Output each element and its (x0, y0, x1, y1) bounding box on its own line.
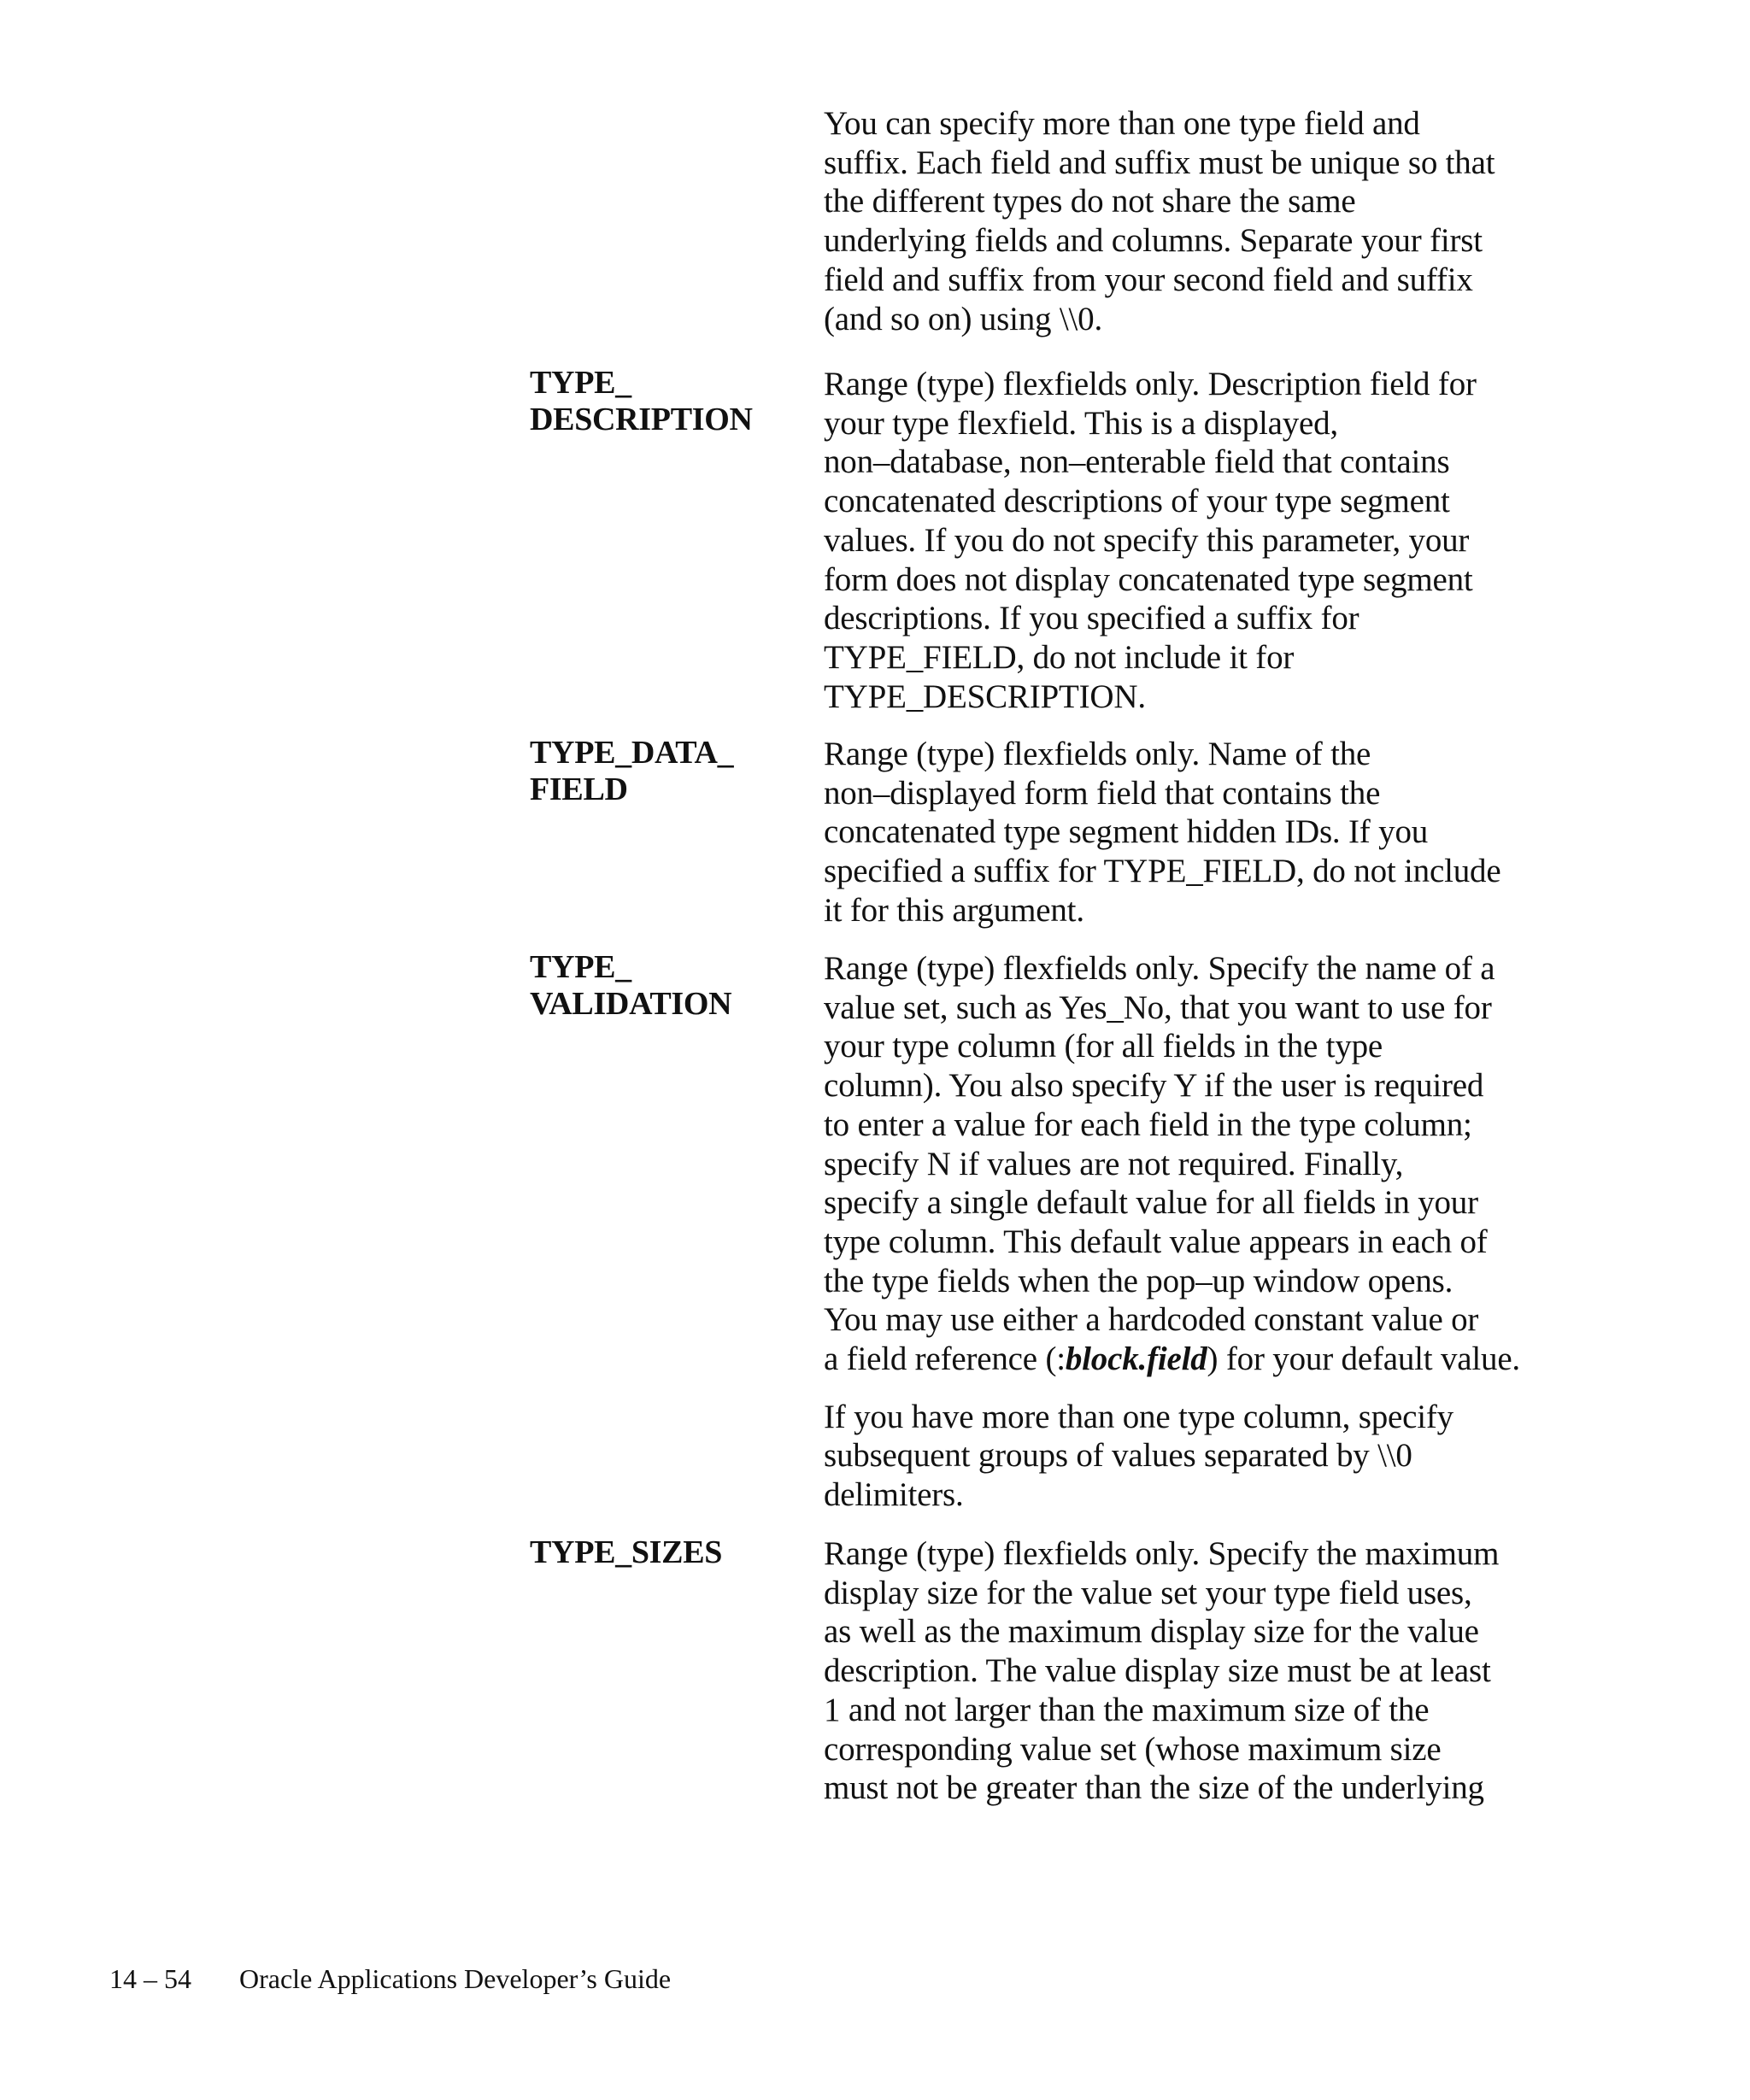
term-line: DESCRIPTION (530, 402, 753, 437)
text-line: the different types do not share the same (824, 183, 1356, 220)
text-line: display size for the value set your type field uses, (824, 1574, 1472, 1611)
text-line: column). You also specify Y if the user is required (824, 1067, 1484, 1105)
text-line: Range (type) flexfields only. Description field for (824, 366, 1477, 402)
text-line: suffix. Each field and suffix must be unique so that (824, 144, 1495, 181)
text-line: the type fields when the pop–up window opens. (824, 1262, 1453, 1299)
parameter-term (530, 365, 812, 438)
text-line: values. If you do not specify this parameter, your (824, 521, 1470, 559)
text-line: delimiters. (824, 1476, 964, 1514)
text-line: underlying fields and columns. Separate your first (824, 222, 1483, 260)
term-line: VALIDATION (530, 986, 732, 1022)
text-line: type column. This default value appears in each of (824, 1223, 1488, 1260)
parameter-description (824, 949, 1593, 1515)
term-line: TYPE_ (530, 949, 631, 985)
text-line: value set, such as Yes_No, that you want to use for (824, 988, 1492, 1026)
text-fragment: a field reference (: (824, 1340, 1066, 1378)
text-line: it for this argument. (824, 891, 1084, 929)
text-line: If you have more than one type column, specify (824, 1398, 1453, 1435)
text-line: non–displayed form field that contains the (824, 774, 1381, 812)
text-line: TYPE_FIELD, do not include it for (824, 638, 1295, 676)
term-line: TYPE_ (530, 365, 631, 401)
text-line: specify N if values are not required. Finally, (824, 1145, 1404, 1182)
text-line: form does not display concatenated type segment (824, 560, 1473, 598)
text-line: your type flexfield. This is a displayed, (824, 404, 1338, 442)
text-line: TYPE_DESCRIPTION. (824, 678, 1146, 715)
text-line: corresponding value set (whose maximum size (824, 1730, 1442, 1768)
parameter-description (824, 1534, 1593, 1808)
text-line: specified a suffix for TYPE_FIELD, do not include (824, 853, 1501, 890)
text-line: as well as the maximum display size for the value (824, 1613, 1479, 1651)
text-line: You may use either a hardcoded constant value or (824, 1301, 1479, 1339)
text-line: 1 and not larger than the maximum size of the (824, 1691, 1430, 1728)
text-line: Range (type) flexfields only. Name of the (824, 736, 1371, 772)
intro-paragraph (824, 104, 1593, 338)
page-footer (109, 1962, 671, 1995)
page-number: 14 – 54 (109, 1963, 191, 1994)
term-line: TYPE_SIZES (530, 1534, 723, 1570)
term-line: FIELD (530, 771, 628, 807)
text-line-with-reference (824, 1340, 1593, 1379)
text-fragment: ) for your default value. (1207, 1340, 1520, 1378)
text-line: field and suffix from your second field and suffix (824, 261, 1473, 298)
text-line: non–database, non–enterable field that contains (824, 443, 1450, 481)
text-line: description. The value display size must be at least (824, 1652, 1491, 1690)
text-line: specify a single default value for all fields in your (824, 1184, 1478, 1222)
parameter-term (530, 949, 812, 1023)
text-line: descriptions. If you specified a suffix for (824, 600, 1359, 637)
text-line: must not be greater than the size of the underlying (824, 1769, 1484, 1807)
text-line: concatenated descriptions of your type segment (824, 483, 1450, 520)
text-line: concatenated type segment hidden IDs. If you (824, 813, 1429, 851)
term-line: TYPE_DATA_ (530, 735, 734, 771)
text-line: Range (type) flexfields only. Specify the maximum (824, 1535, 1500, 1572)
text-line: (and so on) using \\0. (824, 300, 1102, 337)
text-line: subsequent groups of values separated by \\0 (824, 1437, 1412, 1475)
parameter-term (530, 735, 812, 808)
field-reference: block.field (1065, 1340, 1207, 1378)
text-line: You can specify more than one type field and (824, 105, 1420, 142)
book-title: Oracle Applications Developer’s Guide (239, 1963, 672, 1994)
text-line: to enter a value for each field in the type column; (824, 1106, 1472, 1143)
text-line: your type column (for all fields in the type (824, 1028, 1383, 1065)
parameter-description (824, 735, 1593, 930)
text-line: Range (type) flexfields only. Specify the name of a (824, 950, 1495, 987)
parameter-term (530, 1534, 812, 1571)
parameter-description (824, 365, 1593, 716)
